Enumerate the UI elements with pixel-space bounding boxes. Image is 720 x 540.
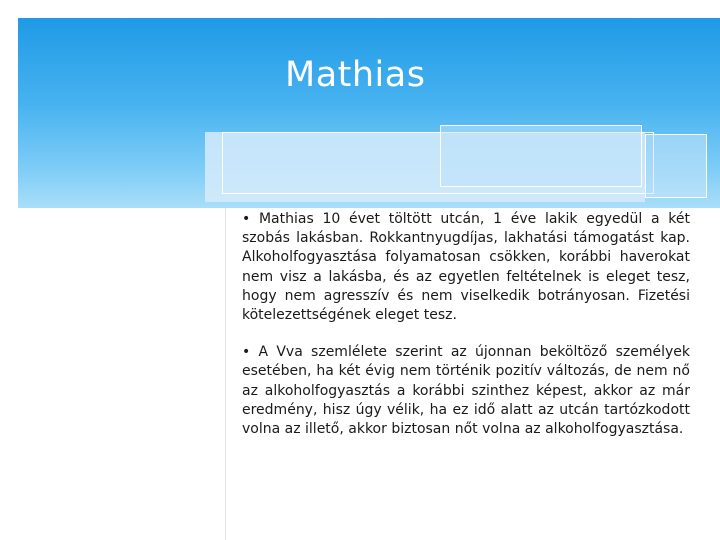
slide-title: Mathias [285, 55, 426, 95]
vertical-divider [225, 208, 226, 540]
decorative-outline-box [440, 125, 642, 187]
slide-body [242, 210, 690, 457]
left-margin [0, 0, 18, 540]
body-paragraph-2: • A Vva szemlélete szerint az újonnan beköltöző személyek esetében, ha két évig nem történik pozitív változás, de nem nő az alkoholfogyasztás a korábbi szinthez képest, akkor az már eredmény, hisz úgy vélik, ha ez idő alatt az utcán tartózkodott volna az illető, akkor biztosan nőt volna az alkoholfogyasztása. [242, 344, 690, 438]
decorative-outline-box [645, 134, 707, 198]
body-paragraph-1: • Mathias 10 évet töltött utcán, 1 éve lakik egyedül a két szobás lakásban. Rokkantnyugdíjas, lakhatási támogatást kap. Alkoholfogyasztása folyamatosan csökken, korábbi haverokat nem visz a lakásba, és az egyetlen feltételnek is eleget tesz, hogy nem agresszív és nem viselkedik botrányosan. Fizetési kötelezettségének eleget tesz. [242, 211, 690, 324]
